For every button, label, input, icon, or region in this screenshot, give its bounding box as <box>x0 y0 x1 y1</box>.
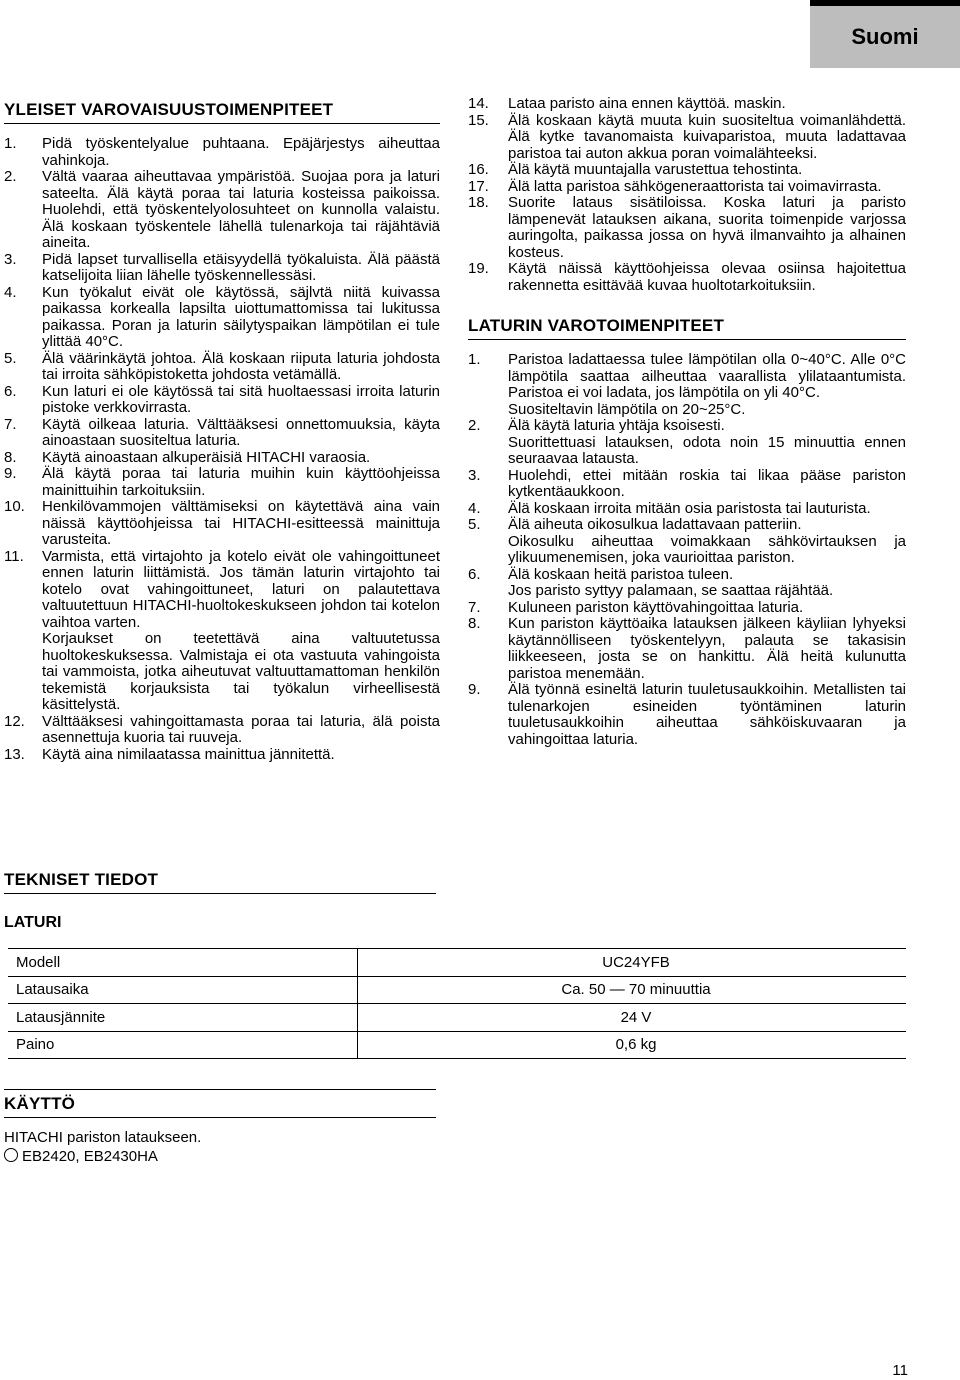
item-number: 8. <box>468 615 481 632</box>
item-number: 3. <box>4 250 17 268</box>
item-number: 9. <box>4 465 17 482</box>
item-text: Paristoa ladattaessa tulee lämpötilan olla 0~40°C. Alle 0°C lämpötila saattaa ailheuttaa vaarallista ylilataantumista. Paristoa ei voi ladata, jos lämpötila on yli 40°C. <box>508 351 906 401</box>
item-number: 7. <box>468 598 481 616</box>
spec-label: Paino <box>16 1036 55 1054</box>
list-item <box>4 136 440 169</box>
list-item <box>468 418 906 468</box>
item-number: 17. <box>468 177 489 195</box>
item-text: Älä käytä poraa tai laturia muihin kuin käyttöohjeissa mainittuihin tarkoituksiin. <box>42 465 440 499</box>
item-text: Älä koskaan heitä paristoa tuleen. <box>508 565 734 583</box>
item-number: 1. <box>468 351 481 368</box>
item-text: Huolehdi, ettei mitään roskia tai likaa pääse pariston kytkentäaukkoon. <box>508 466 906 500</box>
item-text: Älä väärinkäytä johtoa. Älä koskaan riiputa laturia johdosta tai irroita sähköpistoketta johdosta vetämällä. <box>42 349 440 383</box>
spec-value: 24 V <box>358 1004 907 1032</box>
item-text: Käytä ainoastaan alkuperäisiä HITACHI varaosia. <box>42 448 371 466</box>
item-number: 3. <box>468 466 481 484</box>
item-number: 4. <box>4 283 17 301</box>
item-number: 4. <box>468 499 481 517</box>
item-text: Kun työkalut eivät ole käytössä, säjlvtä niitä kuivassa paikassa korkealla lapsilta uiottumattomissa tai lukitussa paikassa. Poran ja laturin säilytyspaikan lämpötilan ei tule ylittää 40°C. <box>42 283 440 350</box>
item-number: 19. <box>468 260 489 277</box>
table-row <box>8 949 906 977</box>
item-text: Kun pariston käyttöaika latauksen jälkeen käyliian lyhyeksi käytännölliseen työskentelyyn, palauta se takasisin liikkeeseen, josta se on hankittu. Älä heitä kulunutta paristoa menemään. <box>508 615 906 682</box>
charger-warnings-heading: LATURIN VAROTOIMENPITEET <box>468 316 906 340</box>
list-item <box>4 384 440 417</box>
item-number: 16. <box>468 161 489 178</box>
item-text-group <box>508 567 906 600</box>
item-number: 2. <box>468 417 481 434</box>
technical-data-heading: TEKNISET TIEDOT <box>4 870 436 894</box>
list-item <box>4 252 440 285</box>
spec-label: Latausjännite <box>8 1004 358 1032</box>
item-text: Lataa paristo aina ennen käyttöä. maskin. <box>508 95 786 112</box>
item-number: 6. <box>4 382 17 400</box>
right-column <box>468 96 906 748</box>
table-row <box>8 1004 906 1032</box>
usage-section <box>4 1089 436 1130</box>
list-item <box>4 747 440 764</box>
list-item <box>468 600 906 617</box>
item-text: Älä käytä muuntajalla varustettua tehostinta. <box>508 161 803 178</box>
item-text: Käytä aina nimilaatassa mainittua jännitettä. <box>42 745 335 763</box>
item-number: 13. <box>4 745 25 763</box>
list-item <box>468 517 906 567</box>
list-item <box>468 179 906 196</box>
list-item <box>468 567 906 600</box>
list-item <box>4 499 440 549</box>
item-text: Pidä lapset turvallisella etäisyydellä työkaluista. Älä päästä katselijoita liian lähelle työskennellessäsi. <box>42 250 440 284</box>
list-item <box>468 352 906 418</box>
item-number: 9. <box>468 681 481 698</box>
item-number: 6. <box>468 565 481 583</box>
list-item <box>4 714 440 747</box>
item-text: Käytä näissä käyttöohjeissa olevaa osiinsa hajoitettua rakennetta esittävää kuvaa huoltotarkoituksiin. <box>508 260 906 294</box>
item-number: 18. <box>468 194 489 211</box>
usage-battery-line <box>4 1147 201 1166</box>
item-text-continued: Jos paristo syttyy palamaan, se saattaa räjähtää. <box>508 582 834 599</box>
item-text: Älä aiheuta oikosulkua ladattavaan patteriin. <box>508 516 802 533</box>
item-number: 15. <box>468 111 489 129</box>
item-text-continued: Oikosulku aiheuttaa voimakkaan sähkövirtauksen ja ylikuumenemisen, joka vaurioittaa pariston. <box>508 532 906 566</box>
general-precautions-list <box>4 136 440 763</box>
list-item <box>468 195 906 261</box>
general-precautions-section <box>4 100 440 763</box>
list-item <box>468 96 906 113</box>
charger-warnings-list <box>468 352 906 748</box>
list-item <box>468 501 906 518</box>
battery-models: EB2420, EB2430HA <box>22 1148 158 1165</box>
list-item <box>468 261 906 294</box>
item-text: Varmista, että virtajohto ja kotelo eivät ole vahingoittuneet ennen laturin liittämistä. Jos tämän laturin virtajohto tai kotelo ovat vahingoittuneet, laturi on palautettava valtuutettuun HITACHI-huoltokeskukseen johdon tai kotelon vaihtoa varten. <box>42 547 440 631</box>
item-text: Välttääksesi vahingoittamasta poraa tai laturia, älä poista asennettuja kuoria tai ruuveja. <box>42 712 440 746</box>
table-row <box>8 976 906 1004</box>
item-text: Pidä työskentelyalue puhtaana. Epäjärjestys aiheuttaa vahinkoja. <box>42 135 440 169</box>
technical-data-section <box>4 870 436 902</box>
item-number: 11. <box>4 547 24 565</box>
spec-value: 0,6 kg <box>358 1031 907 1059</box>
usage-heading: KÄYTTÖ <box>4 1089 436 1118</box>
item-text: Kun laturi ei ole käytössä tai sitä huoltaessasi irroita laturin pistoke verkkovirrasta. <box>42 382 440 416</box>
item-number: 14. <box>468 95 489 112</box>
spec-value: UC24YFB <box>358 949 907 977</box>
item-text-group <box>508 418 906 468</box>
language-label: Suomi <box>851 24 919 49</box>
list-item <box>4 450 440 467</box>
item-text: Älä koskaan käytä muuta kuin suositeltua voimanlähdettä. Älä kytke tavanomaista kuivaparistoa, muuta ladattavaa paristoa tai auton akkua poran voimalähteeksi. <box>508 111 906 162</box>
item-text-group <box>508 352 906 418</box>
general-precautions-list-continued <box>468 96 906 294</box>
item-number: 5. <box>4 349 17 367</box>
item-text: Käytä oilkeaa laturia. Välttääksesi onnettomuuksia, käyta ainoastaan suositeltua laturia. <box>42 415 440 449</box>
item-text: Älä latta paristoa sähkögeneraattorista tai voimavirrasta. <box>508 177 882 195</box>
spec-value: Ca. 50 — 70 minuuttia <box>358 976 907 1004</box>
item-text-continued: Suositeltavin lämpötila on 20~25°C. <box>508 400 746 418</box>
spec-label: Modell <box>8 949 358 977</box>
item-text-continued: Korjaukset on teetettävä aina valtuutetussa huoltokeskuksessa. Valmistaja ei ota vastuuta vahingoista tai vammoista, jotka aiheutuvat valtuuttamattoman henkilön tekemistä korjauksista tai työkalun virheellisestä käsittelystä. <box>42 630 440 713</box>
general-precautions-heading: YLEISET VAROVAISUUSTOIMENPITEET <box>4 100 440 124</box>
list-item <box>468 468 906 501</box>
item-number: 12. <box>4 712 25 730</box>
item-number: 1. <box>4 135 17 152</box>
list-item <box>4 351 440 384</box>
list-item <box>4 417 440 450</box>
item-text: Henkilövammojen välttämiseksi on käytettävä aina vain näissä käyttöohjeissa tai HITACHI-esitteessä mainittuja varusteita. <box>42 498 440 548</box>
list-item <box>468 682 906 748</box>
spec-table <box>8 948 906 1059</box>
list-item <box>4 285 440 351</box>
page-number: 11 <box>892 1362 908 1379</box>
item-text: Kuluneen pariston käyttövahingoittaa laturia. <box>508 598 804 616</box>
list-item <box>468 113 906 163</box>
list-item <box>4 169 440 252</box>
item-text: Älä koskaan irroita mitään osia paristosta tai lauturista. <box>508 499 871 517</box>
item-number: 10. <box>4 498 25 515</box>
list-item <box>468 162 906 179</box>
list-item <box>4 549 440 714</box>
item-number: 7. <box>4 415 17 433</box>
item-text: Vältä vaaraa aiheuttavaa ympäristöä. Suojaa pora ja laturi sateelta. Älä käytä poraa tai laturia kosteissa paikoissa. Huolehdi, että työskentelyolosuhteet on kunnolla valaistu. Älä koskaan työskentele lähellä tulenarkoja tai räjähtäviä aineita. <box>42 168 440 251</box>
list-item <box>468 616 906 682</box>
language-tab <box>810 0 960 68</box>
item-text: Älä käytä laturia yhtäja ksoisesti. <box>508 417 725 434</box>
item-number: 5. <box>468 516 481 533</box>
circle-icon <box>4 1148 18 1162</box>
item-text-group <box>42 549 440 714</box>
usage-line: HITACHI pariston lataukseen. <box>4 1129 202 1146</box>
item-text: Suorite lataus sisätiloissa. Koska laturi ja paristo lämpenevät latauksen aikana, suorita toimenpide varjossa auringolta, paikassa jossa on hyvä ilmanvaihto ja alhainen kosteus. <box>508 194 906 261</box>
spec-label: Latausaika <box>8 976 358 1004</box>
item-text-continued: Suorittettuasi latauksen, odota noin 15 minuuttia ennen seuraavaa latausta. <box>508 433 906 467</box>
item-text: Älä työnnä esineltä laturin tuuletusaukkoihin. Metallisten tai tulenarkojen esineiden työntäminen laturin tuuletusaukkoihin aiheuttaa sähköiskuvaaran ja vahingoittaa laturia. <box>508 681 906 748</box>
item-text-group <box>508 517 906 567</box>
charger-subheading: LATURI <box>4 914 62 931</box>
table-row <box>8 1031 906 1059</box>
item-number: 2. <box>4 168 17 185</box>
usage-text <box>4 1128 201 1166</box>
item-number: 8. <box>4 448 17 466</box>
list-item <box>4 466 440 499</box>
